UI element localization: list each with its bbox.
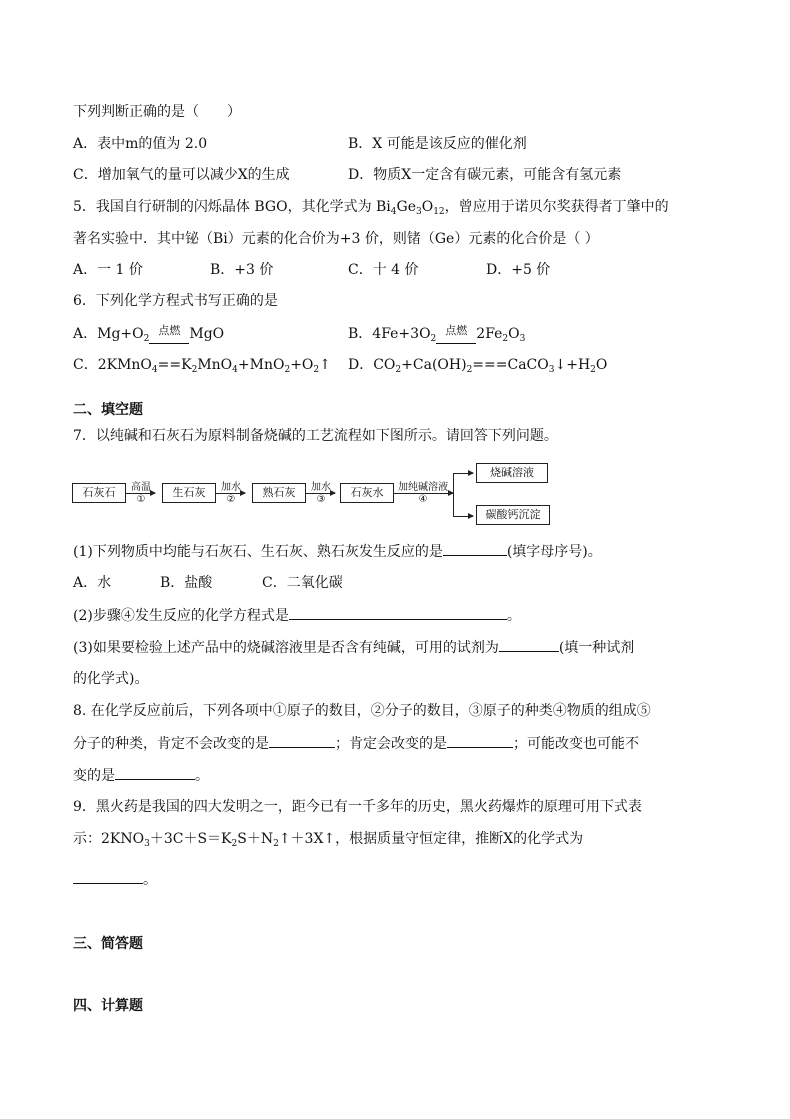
q5-line2: 著名实验中．其中铋（Bi）元素的化合价为+3 价，则锗（Ge）元素的化合价是（ ） [73,231,599,247]
q9-line2: 示：$2KNO_3+3C+S=K_2S+N_2↑+3X↑$，根据质量守恒定律，推断X的化学式为 [73,831,584,849]
flow-arrow-3-label: 加水 [311,482,331,493]
q6-opt-b: B．$4Fe+3O_2$点燃 $2Fe_2O_3$ [348,324,526,344]
answer-blank[interactable] [447,733,513,748]
q7-part3: (3)如果要检验上述产品中的烧碱溶液里是否含有纯碱，可用的试剂为 (填一种试剂 [73,637,634,658]
option-c: C．增加氧气的量可以减少X的生成 [73,167,290,183]
flow-box-calcium-carbonate: 碳酸钙沉淀 [476,505,550,525]
flow-arrow-2-label: 加水 [221,482,241,493]
q6-opt-c: C．$2KMnO_4==K_2MnO_4+MnO_2+O_2↑$ [73,357,331,375]
option-b: B．X 可能是该反应的催化剂 [348,136,527,152]
q7-part3-line2: 的化学式)。 [73,671,149,687]
flow-box-quicklime: 生石灰 [162,483,216,503]
q7-part2: (2)步骤④发生反应的化学方程式是 。 [73,605,521,626]
answer-blank[interactable] [443,541,507,556]
flow-box-limestone: 石灰石 [72,483,126,503]
q5-line1: 5．我国自行研制的闪烁晶体 BGO，其化学式为 $Bi_4Ge_3O_{12}$，曾应用于诺贝尔奖获得者丁肇中的 [73,199,669,217]
flow-box-slaked-lime: 熟石灰 [252,483,306,503]
q7-part1: (1)下列物质中均能与石灰石、生石灰、熟石灰发生反应的是 (填字母序号)。 [73,541,602,562]
q9-line1: 9．黑火药是我国的四大发明之一，距今已有一千多年的历史，黑火药爆炸的原理可用下式表 [73,799,642,815]
flow-arrow-2-step: ② [226,494,236,505]
q7-part1-opt-a: A．水 [73,575,112,591]
flow-arrow-1-step: ① [136,494,146,505]
q5-opt-b: B．+3 价 [210,262,274,278]
q5-opt-a: A．一 1 价 [73,262,143,278]
q7-stem: 7．以纯碱和石灰石为原料制备烧碱的工艺流程如下图所示。请回答下列问题。 [73,428,558,444]
q6-stem: 6．下列化学方程式书写正确的是 [73,293,278,309]
q8-line2: 分子的种类，肯定不会改变的是 ；肯定会改变的是 ；可能改变也可能不 [73,733,639,754]
flow-arrow-5 [453,473,473,474]
q5-opt-d: D．+5 价 [486,262,551,278]
flow-arrow-4-label: 加纯碱溶液 [398,482,448,493]
answer-blank[interactable] [499,637,559,652]
answer-blank[interactable] [115,765,195,780]
section-heading-fill-blank: 二、填空题 [73,402,143,418]
flow-branch-line [453,473,454,517]
answer-blank[interactable] [73,869,143,884]
answer-blank[interactable] [289,605,507,620]
q9-line3: 。 [73,869,157,890]
q6-opt-d: D．$CO_2+Ca(OH)_2===CaCO_3↓+H_2O$ [348,357,608,375]
q8-line1: 8. 在化学反应前后，下列各项中①原子的数目，②分子的数目，③原子的种类④物质的组成⑤ [73,703,651,719]
flow-arrow-1-label: 高温 [131,482,151,493]
q5-opt-c: C．十 4 价 [348,262,419,278]
q7-part1-opt-b: B．盐酸 [160,575,213,591]
flow-arrow-3-step: ③ [316,494,326,505]
question-intro: 下列判断正确的是（ ） [73,104,241,120]
section-heading-calculation: 四、计算题 [73,998,143,1014]
answer-blank[interactable] [269,733,335,748]
q6-opt-a: A．$Mg+O_2$点燃 MgO [73,324,225,344]
q7-part1-opt-c: C．二氧化碳 [262,575,343,591]
flow-arrow-6 [453,516,473,517]
process-flow-diagram [72,462,562,532]
flow-arrow-4-step: ④ [418,494,428,505]
section-heading-short-answer: 三、简答题 [73,936,143,952]
option-a: A．表中m的值为 2.0 [73,136,208,152]
flow-box-caustic-soda: 烧碱溶液 [476,463,548,483]
q8-line3: 变的是 。 [73,765,209,786]
flow-box-limewater: 石灰水 [340,483,394,503]
option-d: D．物质X一定含有碳元素，可能含有氢元素 [348,167,622,183]
